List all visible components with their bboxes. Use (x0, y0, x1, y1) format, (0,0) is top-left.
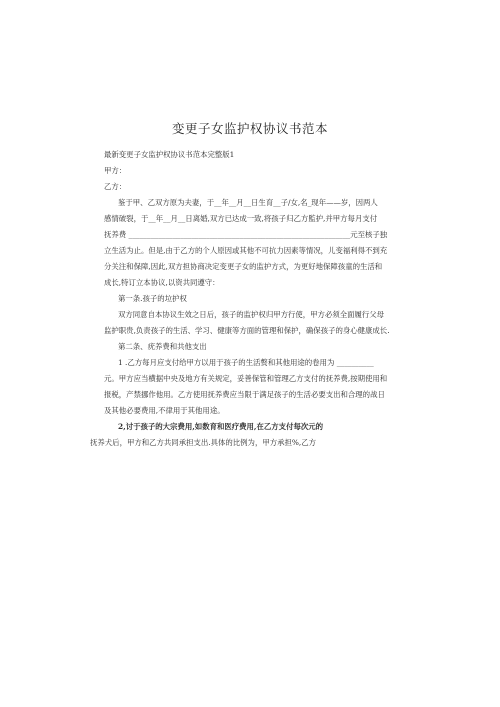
paragraph-line: 抚养费 ____________________________________________________________元至核子独 (104, 230, 388, 239)
paragraph-line: 分关注和保障,因此,双方担协商决定变更子女的监护方式，为更好地保障孩童的生活和 (104, 262, 383, 271)
paragraph-line: 感情破裂，于__年__月__日离婚,双方已达成一致,将孩子归乙方監护,并甲方每月支付 (104, 214, 378, 223)
paragraph-line: 成长,特订立本协议,以资共同遵守： (104, 278, 220, 287)
document-title: 变更子女监护权协议书范本 (171, 121, 328, 136)
article-heading: 第二条、疣养费和共他支出 (118, 342, 207, 351)
paragraph-line: 鉴于甲、乙双方原为夫妻，于__年__月__日生育__子/女,名_现年——岁，因两人 (118, 198, 378, 207)
paragraph-line: 抚养犬后，甲方和乙方共同承担支出.具体的比例为，甲方承担%,乙方 (90, 438, 317, 447)
clause-line: 2,讨于孩子的大宗费用,如数育和医疗费用,在乙方支付每次元的 (118, 422, 324, 431)
paragraph-line: 立生活为止。但是,由于乙方的个人原因或其他不可抗力因素等情况，儿变福利得不到充 (104, 246, 388, 255)
paragraph-line: 元。甲方应当横据中央及地方有关规定，妥善保管和管理乙方支付的抚养费,按期使用和 (104, 374, 388, 383)
party-b-line: 乙方： (104, 182, 127, 191)
document-body (90, 150, 404, 454)
paragraph-line: 及其他必要费用,不律用于其他用途。 (104, 406, 225, 415)
article-heading: 第一条.孩子的垃护权 (118, 294, 187, 303)
paragraph-line: 报税，产禁挪作他用。乙方使用抚养费应当限于满足孩子的生活必要支出和合理的战日 (104, 390, 385, 399)
party-a-line: 甲方： (104, 166, 127, 175)
paragraph-line: 监护职贵,负责孩子的生活、学习、健康等方面的管理和保护，确保孩子的身心健康成长. (104, 326, 390, 335)
clause-line: 1 .乙方每月应支付给甲方以用于孩子的生活赘和其他用途的卷用为 __________ (118, 358, 374, 367)
document-subtitle: 最新变更子女监护权协议书范本完整版1 (104, 150, 235, 159)
paragraph-line: 双方同意自本协议生效之日后，孩子的监护权归甲方行使，甲方必须全面履行父母 (118, 310, 385, 319)
